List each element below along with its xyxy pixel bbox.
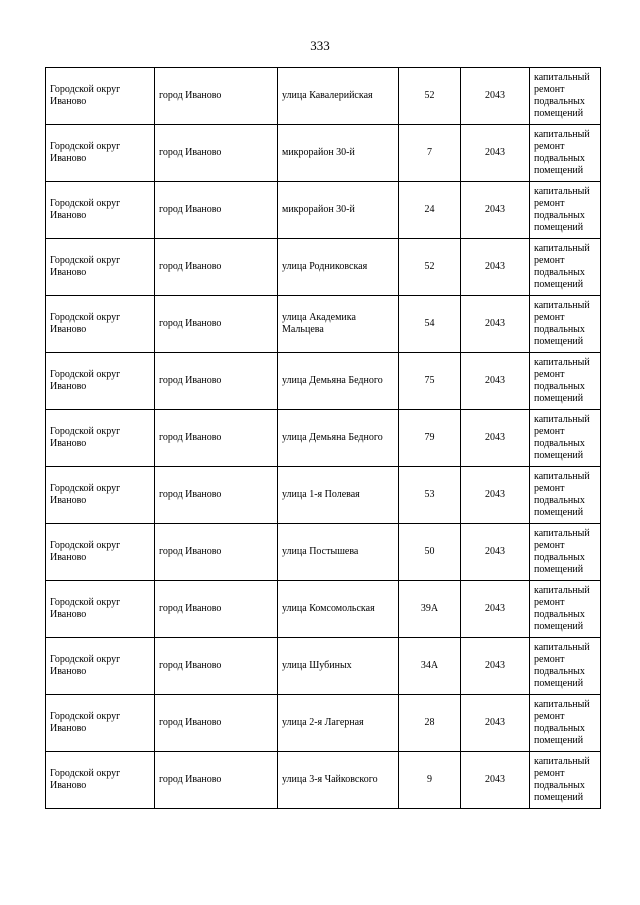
cell-street: микрорайон 30-й — [278, 182, 399, 239]
cell-work-type: капитальный ремонт подвальных помещений — [530, 239, 601, 296]
cell-municipality: Городской округ Иваново — [46, 752, 155, 809]
cell-house-number: 54 — [399, 296, 461, 353]
cell-year: 2043 — [461, 410, 530, 467]
cell-street: улица 2-я Лагерная — [278, 695, 399, 752]
cell-work-type: капитальный ремонт подвальных помещений — [530, 182, 601, 239]
cell-work-type: капитальный ремонт подвальных помещений — [530, 752, 601, 809]
cell-house-number: 79 — [399, 410, 461, 467]
cell-municipality: Городской округ Иваново — [46, 524, 155, 581]
cell-year: 2043 — [461, 524, 530, 581]
cell-year: 2043 — [461, 296, 530, 353]
cell-year: 2043 — [461, 695, 530, 752]
cell-street: микрорайон 30-й — [278, 125, 399, 182]
cell-house-number: 50 — [399, 524, 461, 581]
cell-year: 2043 — [461, 239, 530, 296]
cell-street: улица Демьяна Бедного — [278, 410, 399, 467]
table-row — [46, 467, 601, 524]
cell-work-type: капитальный ремонт подвальных помещений — [530, 467, 601, 524]
cell-settlement: город Иваново — [155, 68, 278, 125]
table-row — [46, 182, 601, 239]
cell-year: 2043 — [461, 68, 530, 125]
table-row — [46, 638, 601, 695]
cell-work-type: капитальный ремонт подвальных помещений — [530, 125, 601, 182]
table-row — [46, 125, 601, 182]
cell-work-type: капитальный ремонт подвальных помещений — [530, 695, 601, 752]
cell-street: улица Кавалерийская — [278, 68, 399, 125]
cell-house-number: 52 — [399, 239, 461, 296]
cell-settlement: город Иваново — [155, 581, 278, 638]
cell-street: улица Постышева — [278, 524, 399, 581]
cell-settlement: город Иваново — [155, 638, 278, 695]
cell-municipality: Городской округ Иваново — [46, 125, 155, 182]
registry-table-body — [46, 68, 601, 809]
cell-settlement: город Иваново — [155, 239, 278, 296]
cell-work-type: капитальный ремонт подвальных помещений — [530, 296, 601, 353]
cell-street: улица Родниковская — [278, 239, 399, 296]
cell-municipality: Городской округ Иваново — [46, 695, 155, 752]
cell-work-type: капитальный ремонт подвальных помещений — [530, 638, 601, 695]
table-row — [46, 695, 601, 752]
cell-work-type: капитальный ремонт подвальных помещений — [530, 581, 601, 638]
cell-municipality: Городской округ Иваново — [46, 638, 155, 695]
cell-year: 2043 — [461, 125, 530, 182]
cell-work-type: капитальный ремонт подвальных помещений — [530, 353, 601, 410]
cell-settlement: город Иваново — [155, 125, 278, 182]
cell-house-number: 7 — [399, 125, 461, 182]
cell-house-number: 53 — [399, 467, 461, 524]
cell-year: 2043 — [461, 182, 530, 239]
cell-street: улица 1-я Полевая — [278, 467, 399, 524]
cell-settlement: город Иваново — [155, 296, 278, 353]
cell-municipality: Городской округ Иваново — [46, 68, 155, 125]
table-row — [46, 296, 601, 353]
cell-settlement: город Иваново — [155, 695, 278, 752]
cell-municipality: Городской округ Иваново — [46, 410, 155, 467]
page-number: 333 — [310, 38, 330, 53]
table-row — [46, 239, 601, 296]
table-row — [46, 353, 601, 410]
cell-work-type: капитальный ремонт подвальных помещений — [530, 524, 601, 581]
cell-municipality: Городской округ Иваново — [46, 353, 155, 410]
cell-house-number: 39А — [399, 581, 461, 638]
table-row — [46, 524, 601, 581]
cell-house-number: 75 — [399, 353, 461, 410]
cell-house-number: 28 — [399, 695, 461, 752]
cell-house-number: 9 — [399, 752, 461, 809]
cell-work-type: капитальный ремонт подвальных помещений — [530, 68, 601, 125]
cell-work-type: капитальный ремонт подвальных помещений — [530, 410, 601, 467]
cell-settlement: город Иваново — [155, 410, 278, 467]
cell-house-number: 24 — [399, 182, 461, 239]
cell-year: 2043 — [461, 467, 530, 524]
cell-street: улица Шубиных — [278, 638, 399, 695]
cell-house-number: 52 — [399, 68, 461, 125]
table-row — [46, 68, 601, 125]
cell-settlement: город Иваново — [155, 467, 278, 524]
registry-table — [45, 67, 601, 809]
table-row — [46, 410, 601, 467]
cell-year: 2043 — [461, 353, 530, 410]
table-row — [46, 581, 601, 638]
cell-municipality: Городской округ Иваново — [46, 467, 155, 524]
cell-house-number: 34А — [399, 638, 461, 695]
cell-settlement: город Иваново — [155, 524, 278, 581]
cell-municipality: Городской округ Иваново — [46, 581, 155, 638]
cell-settlement: город Иваново — [155, 182, 278, 239]
table-row — [46, 752, 601, 809]
cell-settlement: город Иваново — [155, 353, 278, 410]
cell-street: улица Комсомольская — [278, 581, 399, 638]
cell-municipality: Городской округ Иваново — [46, 296, 155, 353]
cell-year: 2043 — [461, 638, 530, 695]
cell-year: 2043 — [461, 752, 530, 809]
cell-municipality: Городской округ Иваново — [46, 182, 155, 239]
cell-settlement: город Иваново — [155, 752, 278, 809]
cell-street: улица Демьяна Бедного — [278, 353, 399, 410]
cell-street: улица Академика Мальцева — [278, 296, 399, 353]
cell-year: 2043 — [461, 581, 530, 638]
cell-municipality: Городской округ Иваново — [46, 239, 155, 296]
cell-street: улица 3-я Чайковского — [278, 752, 399, 809]
